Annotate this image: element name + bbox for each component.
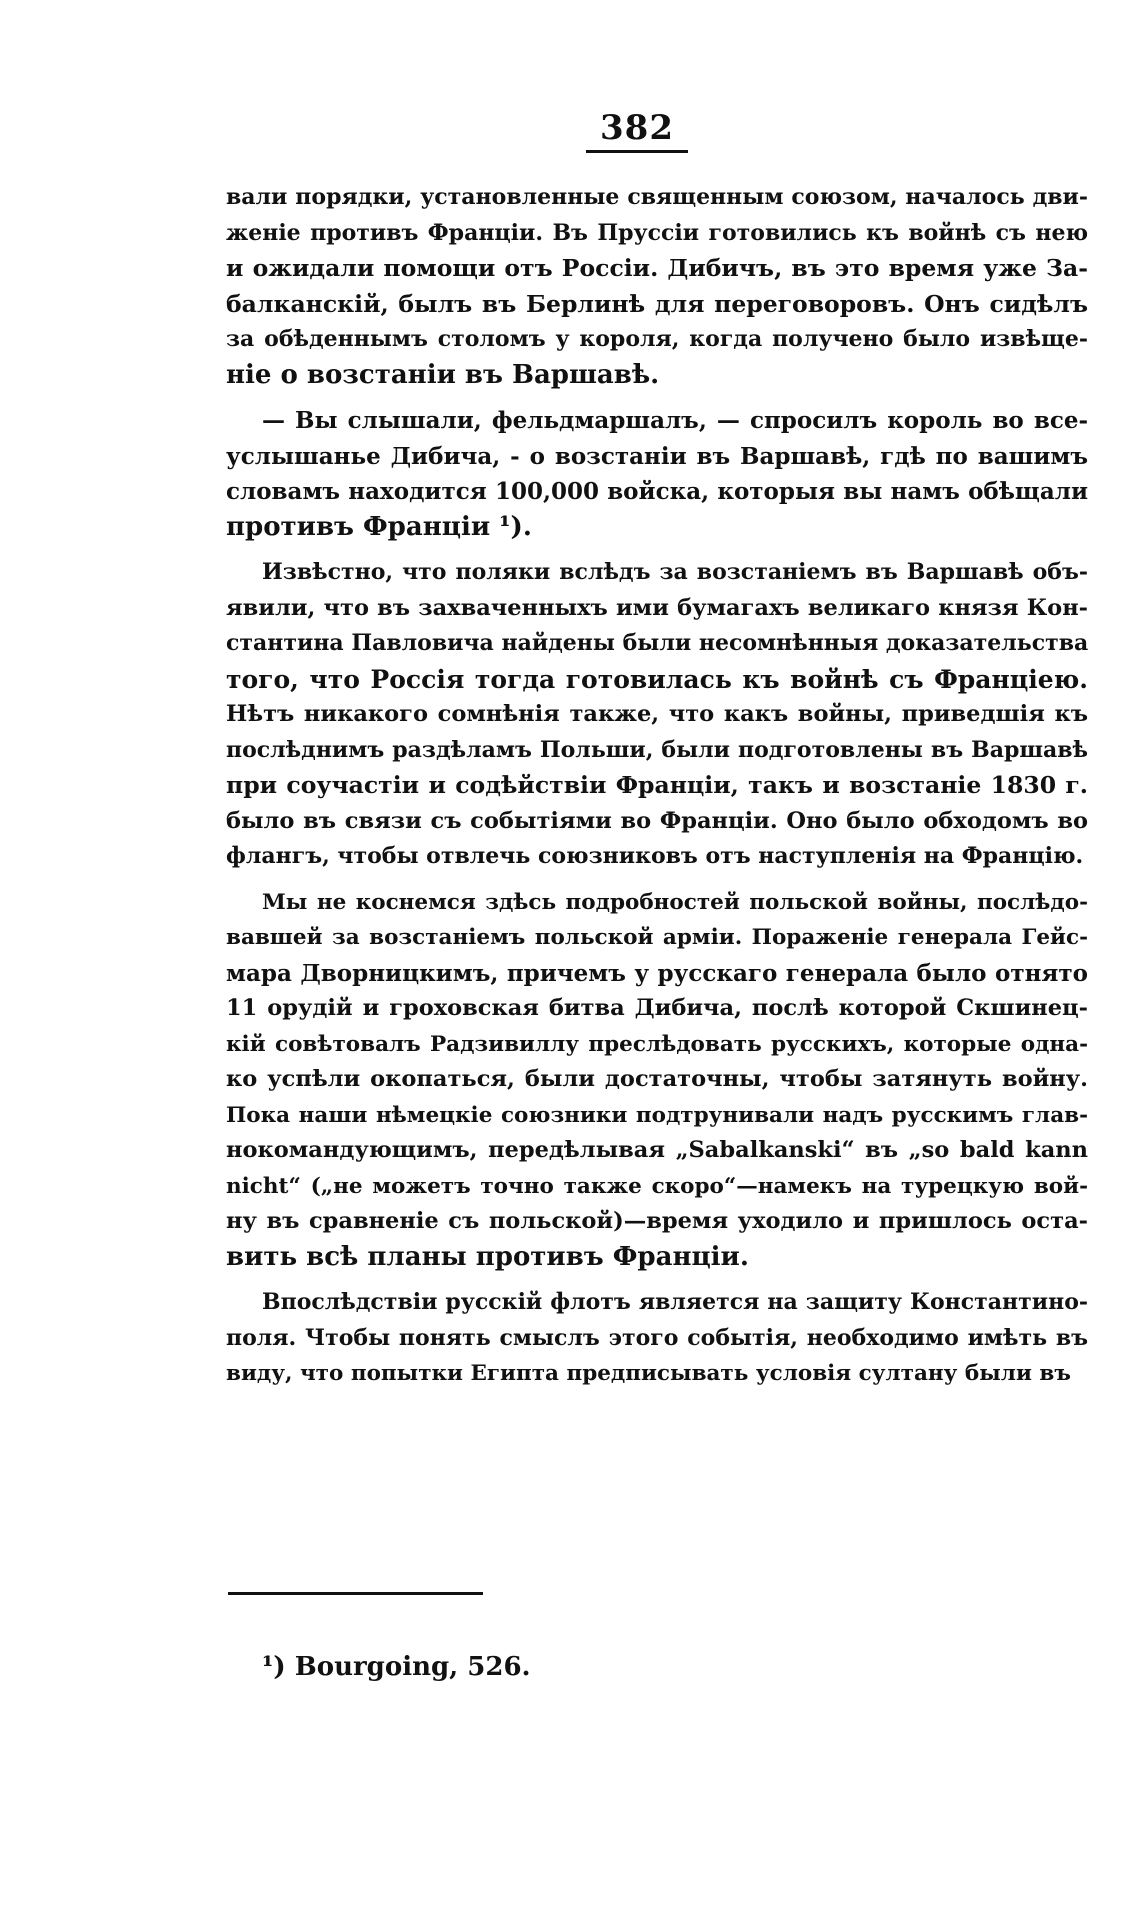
text-line: того, что Россія тогда готовилась къ войнѣ съ Франціею. [226, 664, 1088, 694]
body-text [226, 180, 1088, 1402]
text-line: за обѣденнымъ столомъ у короля, когда получено было извѣще- [226, 326, 1088, 352]
text-line: противъ Франціи ¹). [226, 511, 532, 542]
text-line: при соучастіи и содѣйствіи Франціи, такъ и возстаніе 1830 г. [226, 771, 1088, 799]
text-line: — Вы слышали, фельдмаршалъ, — спросилъ король во все- [262, 407, 1088, 434]
text-line: и ожидали помощи отъ Россіи. Дибичъ, въ это время уже За- [226, 254, 1088, 282]
paragraph [226, 180, 1088, 393]
footnote-separator [228, 1592, 483, 1595]
text-line: услышанье Дибича, - о возстаніи въ Варшавѣ, гдѣ по вашимъ [226, 442, 1088, 470]
text-line: явили, что въ захваченныхъ ими бумагахъ великаго князя Кон- [226, 594, 1088, 621]
text-line: ну въ сравненіе съ польской)—время уходило и пришлось оста- [226, 1208, 1088, 1234]
text-line: флангъ, чтобы отвлечь союзниковъ отъ наступленія на Францію. [226, 843, 1084, 869]
text-line: кій совѣтовалъ Радзивиллу преслѣдовать русскихъ, которые одна- [226, 1031, 1088, 1057]
text-line: Мы не коснемся здѣсь подробностей польской войны, послѣдо- [262, 889, 1088, 915]
text-line: поля. Чтобы понять смыслъ этого событія, необходимо имѣть въ [226, 1324, 1088, 1351]
paragraph [226, 403, 1088, 545]
paragraph [226, 885, 1088, 1276]
footnote-text: Bourgoing, 526. [294, 1652, 531, 1682]
text-line: вавшей за возстаніемъ польской арміи. Пораженіе генерала Гейс- [226, 925, 1088, 950]
text-line: ко успѣли окопаться, были достаточны, чтобы затянуть войну. [226, 1066, 1088, 1092]
text-line: мара Дворницкимъ, причемъ у русскаго генерала было отнято [226, 959, 1088, 987]
text-line: Пока наши нѣмецкіе союзники подтрунивали надъ русскимъ глав- [226, 1102, 1088, 1128]
text-line: ніе о возстаніи въ Варшавѣ. [226, 359, 660, 390]
text-line: было въ связи съ событіями во Франціи. Оно было обходомъ во [226, 807, 1088, 834]
text-line: Впослѣдствіи русскій флотъ является на защиту Константино- [262, 1289, 1088, 1315]
text-line: 11 орудій и гроховская битва Дибича, послѣ которой Скшинец- [226, 995, 1088, 1021]
paragraph [226, 1285, 1088, 1392]
text-line: nicht“ („не можетъ точно также скоро“—намекъ на турецкую вой- [226, 1173, 1088, 1199]
footnote [262, 1652, 531, 1682]
text-line: женіе противъ Франціи. Въ Пруссіи готовились къ войнѣ съ нею [226, 219, 1088, 246]
text-line: балканскій, былъ въ Берлинѣ для переговоровъ. Онъ сидѣлъ [226, 289, 1088, 318]
page-number: 382 [600, 108, 674, 148]
text-line: нокомандующимъ, передѣлывая „Sabalkanski“ въ „so bald kann [226, 1137, 1088, 1163]
paragraph [226, 555, 1088, 875]
text-line: вали порядки, установленные священным союзом, началось дви- [226, 184, 1088, 210]
page-number-underline [586, 150, 688, 153]
text-line: послѣднимъ раздѣламъ Польши, были подготовлены въ Варшавѣ [226, 736, 1088, 763]
footnote-marker: ¹) [262, 1652, 286, 1682]
text-line: Нѣтъ никакого сомнѣнія также, что какъ войны, приведшія къ [226, 701, 1088, 727]
text-line: вить всѣ планы противъ Франціи. [226, 1241, 749, 1272]
text-line: Извѣстно, что поляки вслѣдъ за возстаніемъ въ Варшавѣ объ- [262, 559, 1088, 585]
text-line: стантина Павловича найдены были несомнѣнныя доказательства [226, 630, 1088, 656]
text-line: словамъ находится 100,000 войска, которыя вы намъ обѣщали [226, 478, 1088, 505]
text-line: виду, что попытки Египта предписывать условія султану были въ [226, 1361, 1071, 1386]
